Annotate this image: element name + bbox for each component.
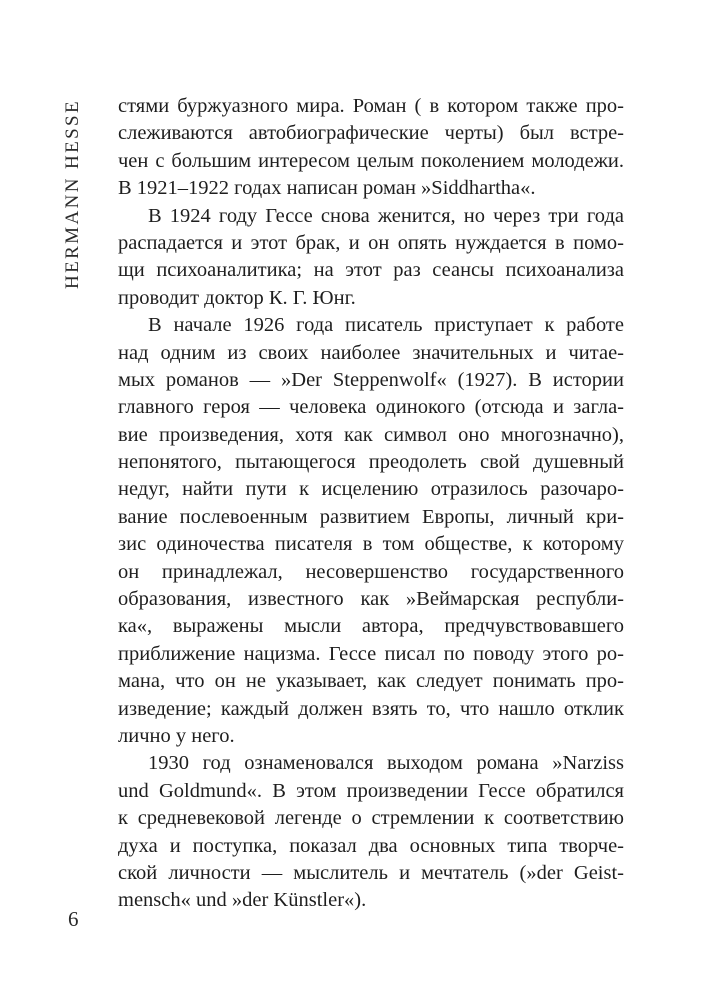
text-line: зис одиночества писателя в том обществе, к которому bbox=[118, 533, 624, 556]
text-line: главного героя — человека одинокого (отсюда и загла- bbox=[118, 396, 624, 419]
text-line: 1930 год ознаменовался выходом романа »Narziss bbox=[148, 752, 624, 775]
body-text bbox=[118, 93, 624, 915]
text-line: мана, что он не указывает, как следует понимать про- bbox=[118, 670, 624, 693]
text-line: щи психоаналитика; на этот раз сеансы психоанализа bbox=[118, 259, 624, 282]
text-line: слеживаются автобиографические черты) был встре- bbox=[118, 122, 624, 145]
text-line: духа и поступка, показал два основных типа творче- bbox=[118, 834, 624, 857]
text-line: вание послевоенным развитием Европы, личный кри- bbox=[118, 505, 624, 528]
text-line: лично у него. bbox=[118, 724, 235, 747]
text-line: мых романов — »Der Steppenwolf« (1927). В истории bbox=[118, 368, 624, 391]
text-line: В 1924 году Гессе снова женится, но через три года bbox=[148, 204, 624, 227]
running-head: HERMANN HESSE bbox=[62, 98, 83, 290]
text-line: стями буржуазного мира. Роман ( в котором также про- bbox=[118, 95, 624, 117]
text-line: образования, известного как »Веймарская республи- bbox=[118, 588, 624, 611]
text-line: вие произведения, хотя как символ оно многозначно), bbox=[118, 423, 624, 446]
text-line: приближение нацизма. Гессе писал по поводу этого ро- bbox=[118, 642, 624, 665]
text-line: В начале 1926 года писатель приступает к работе bbox=[148, 314, 624, 337]
text-line: он принадлежал, несовершенство государственного bbox=[118, 560, 624, 583]
text-line: к средневековой легенде о стремлении к соответствию bbox=[118, 807, 624, 830]
text-line: und Goldmund«. В этом произведении Гессе обратился bbox=[118, 779, 624, 802]
text-line: mensch« und »der Künstler«). bbox=[118, 889, 367, 912]
text-line: недуг, найти пути к исцелению отразилось разочаро- bbox=[118, 478, 624, 501]
text-line: проводит доктор К. Г. Юнг. bbox=[118, 286, 356, 309]
text-line: изведение; каждый должен взять то, что нашло отклик bbox=[118, 697, 624, 720]
text-line: непонятого, пытающегося преодолеть свой душевный bbox=[118, 451, 624, 474]
text-line: над одним из своих наиболее значительных и читае- bbox=[118, 341, 624, 364]
page-number: 6 bbox=[68, 907, 79, 931]
text-line: распадается и этот брак, и он опять нуждается в помо- bbox=[118, 231, 624, 254]
text-line: ка«, выражены мысли автора, предчувствовавшего bbox=[118, 615, 624, 638]
text-line: В 1921–1922 годах написан роман »Siddhartha«. bbox=[118, 177, 536, 200]
text-line: чен с большим интересом целым поколением молодежи. bbox=[118, 149, 624, 172]
text-line: ской личности — мыслитель и мечтатель (»der Geist- bbox=[118, 861, 624, 884]
